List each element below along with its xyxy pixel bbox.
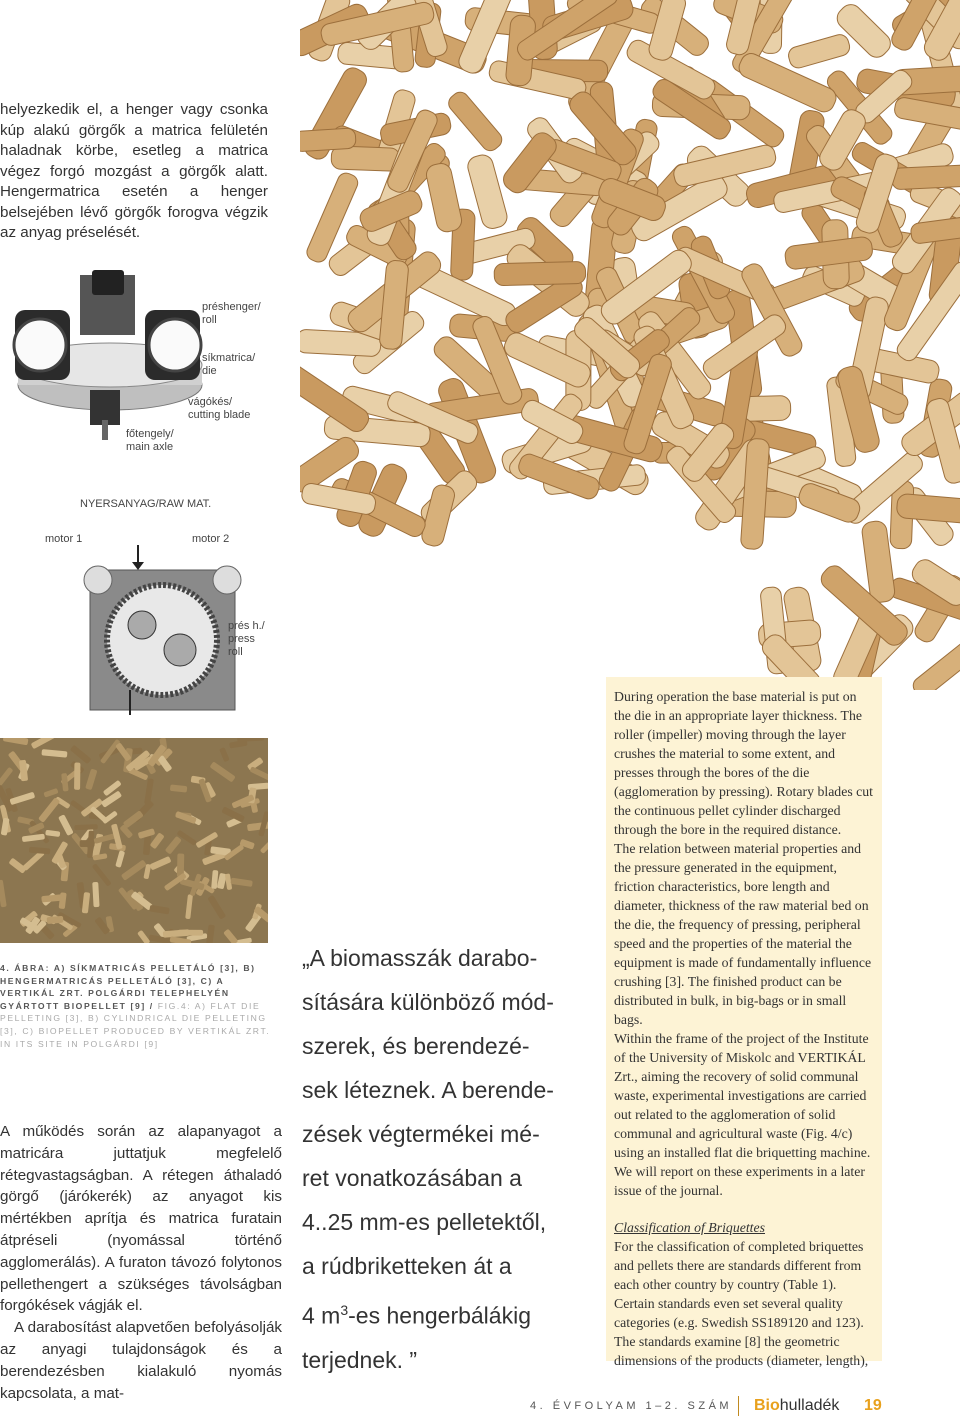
english-paragraph: The standards examine [8] the geometric dimensions of the products (diameter, length), xyxy=(614,1334,869,1368)
pellet xyxy=(891,164,960,190)
body-paragraph: A darabosítást alapvetően befolyásolják az anyagi tulajdonságok és a berendezésben kialakuló nyomás kapcsolata, a mat- xyxy=(0,1319,282,1402)
footer-issue: 4. ÉVFOLYAM 1–2. SZÁM xyxy=(530,1400,733,1412)
page-footer xyxy=(530,1396,960,1418)
pellet xyxy=(494,261,586,285)
english-paragraph: Certain standards even set several quality categories (e.g. Swedish SS189120 and 123). xyxy=(614,1296,864,1330)
body-text-hungarian xyxy=(0,1121,282,1404)
caption-english: FIG.4: A) FLAT DIE PELLETING [3], B) CYLINDRICAL DIE PELLETING [3], C) BIOPELLET PRODUCED BY VERTIKÁL ZRT. IN ITS SITE IN POLGÁRDI [9] xyxy=(0,1000,271,1049)
pull-quote: „A biomasszák darabo- sítására különböző mód- szerek, és berendezé- sek léteznek. A berende- zések végtermékei mé- ret vonatkozásában a 4..25 mm-es pelletektől, a rúdbriketteken át a 4 $m^3-es$ hengerbálákig terjednek. ” xyxy=(302,945,554,1373)
english-summary-box xyxy=(606,677,882,1368)
label-axle: főtengely/ main axle xyxy=(126,428,174,453)
english-paragraph: For the classification of completed briquettes and pellets there are standards different from each other country by country (Table 1). xyxy=(614,1239,864,1292)
pellet xyxy=(786,33,851,70)
label-raw-material: NYERSANYAG/RAW MAT. xyxy=(80,498,212,510)
pellet xyxy=(424,162,463,234)
flat-die-diagram xyxy=(10,270,210,445)
label-blade: vágókés/ cutting blade xyxy=(188,396,251,421)
small-pellet xyxy=(80,840,95,847)
small-pellet xyxy=(74,763,80,790)
pellet xyxy=(910,638,960,690)
pellet-photo xyxy=(300,0,960,690)
cylindrical-die-diagram xyxy=(80,540,245,720)
label-motor-1: motor 1 xyxy=(45,533,83,545)
pellet xyxy=(445,89,505,155)
intro-paragraph: helyezkedik el, a henger vagy csonka kúp alakú görgők a matrica felületén haladnak körbe, esetleg a matrica végez forgó mozgást a görgők alatt. Hengermatrica esetén a henger belsejében lévő görgők forogva végzik az anyag préselését. xyxy=(0,101,268,241)
english-subheading: Classification of Briquettes xyxy=(614,1220,765,1235)
biopellet-photo xyxy=(0,738,268,943)
label-die: síkmatrica/ die xyxy=(202,352,256,377)
english-paragraph: The relation between material properties and the pressure generated in the equipment, friction characteristics, bore length and diameter, thickness of the raw material bed on the die, the frequency of pressing, peripheral speed and the properties of the material the equipment is made of fundamentally influence crushing [3]. The finished product can be distributed in bulk, in big-bags or in small bags. xyxy=(614,841,872,1027)
label-motor-2: motor 2 xyxy=(192,533,230,545)
english-paragraph: Within the frame of the project of the Institute of the University of Miskolc and VERTIKÁL Zrt., aiming the recovery of solid communal waste, experimental investigations are carried out related to the agglomeration of solid communal and agricultural waste (Fig. 4/c) using an installed flat die briquetting machine. We will report on these experiments in a later issue of the journal. xyxy=(614,1031,871,1198)
footer-separator xyxy=(738,1396,739,1416)
label-roll: préshenger/ roll xyxy=(202,301,261,326)
pellet xyxy=(300,128,356,152)
pellet xyxy=(331,146,400,172)
caption-hungarian: 4. ÁBRA: A) SÍKMATRICÁS PELLETÁLÓ [3], B) HENGERMATRICÁS PELLETÁLÓ [3], C) A VERTIKÁL ZRT. POLGÁRDI TELEPHELYÉN GYÁRTOTT BIOPELLET [9] / xyxy=(0,963,256,1011)
english-paragraph: During operation the base material is put on the die in an appropriate layer thickness. The roller (impeller) moving through the layer crushes the material to some extent, and presses through the bores of the die (agglomeration by pressing). Rotary blades cut the continuous pellet cylinder discharged through the bore in the required distance. xyxy=(614,689,874,837)
small-pellet xyxy=(74,824,98,830)
magazine-name: Biohulladék xyxy=(754,1397,840,1414)
label-press-roll: prés h./ press roll xyxy=(228,620,265,658)
body-paragraph: A működés során az alapanyagot a matricára juttatjuk megfelelő rétegvastagságban. A rétegen áthaladó görgő (járókerék) az anyagot kis mértékben aprítja és matrica furatain átpréseli (nyomással történő agglomerálás). A furaton távozó folytonos pellethengert a szükséges távolságban forgókések vágják el. xyxy=(0,1123,282,1315)
page-number: 19 xyxy=(864,1397,882,1414)
figure-caption xyxy=(0,962,275,1050)
